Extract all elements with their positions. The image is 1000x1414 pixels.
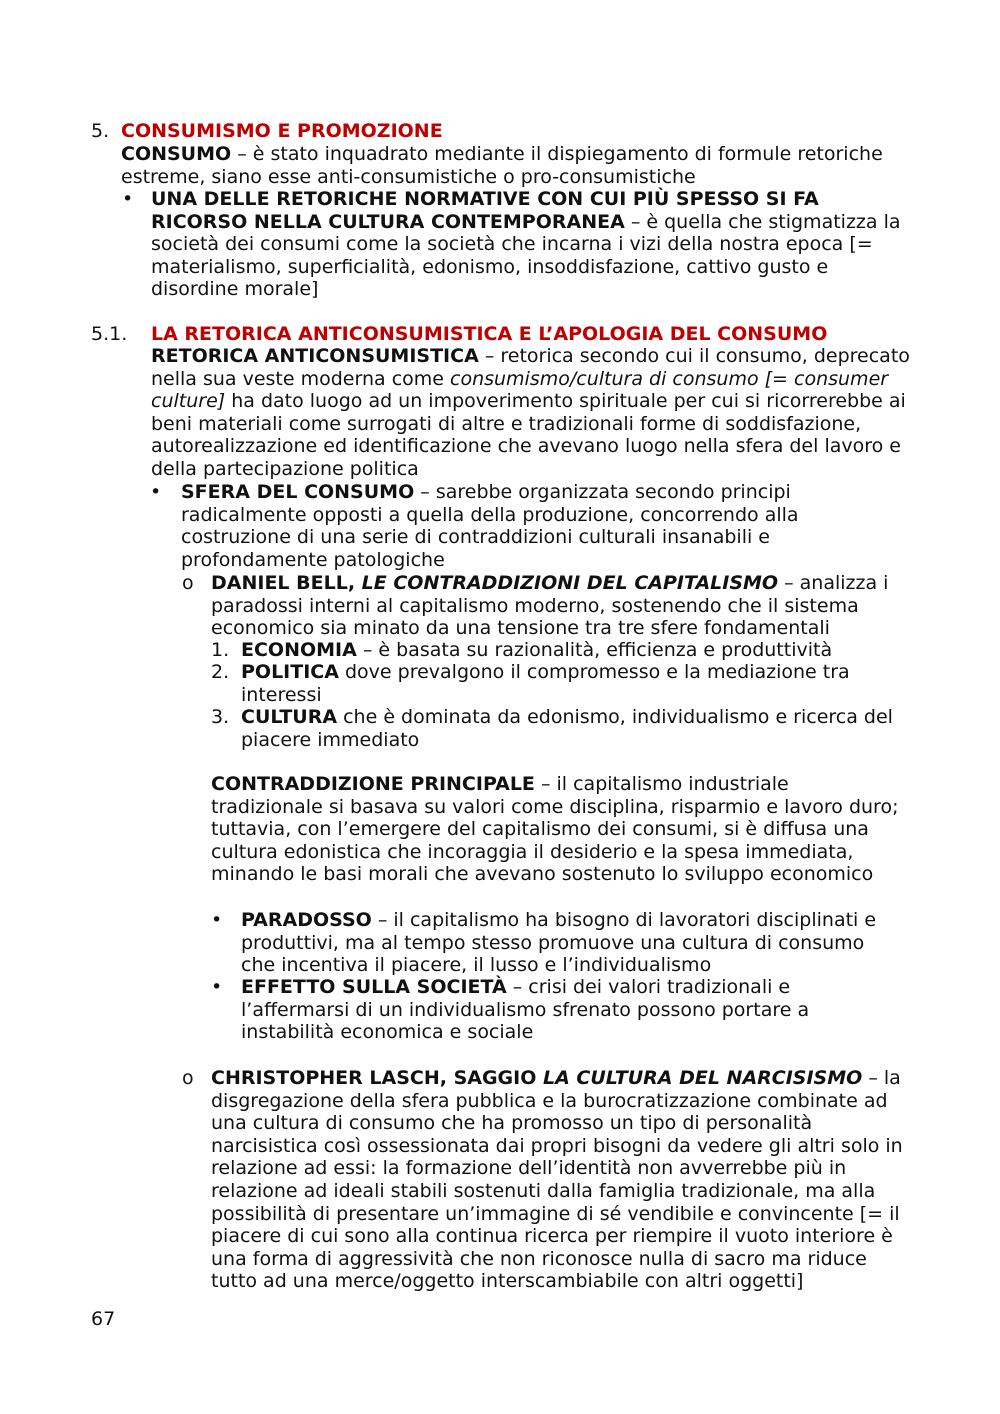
list-number: 1. bbox=[211, 639, 230, 661]
term-paradosso: PARADOSSO bbox=[241, 909, 372, 931]
bell-text: – analizza i paradossi interni al capitalismo moderno, sostenendo che il sistema economico sia minato da una tensione tra tre sfere fondamentali bbox=[211, 572, 889, 640]
retorica-italic: consumismo/cultura di consumo [= consumer culture] bbox=[151, 367, 889, 413]
bullet-paradosso bbox=[241, 909, 901, 977]
list-item-cultura bbox=[241, 706, 901, 751]
term-daniel-bell: DANIEL BELL, bbox=[211, 572, 362, 594]
retoriche-normative-text: – è quella che stigmatizza la società dei consumi come la società che incarna i vizi della nostra epoca [= materialismo, superficialità, edonismo, insoddisfazione, cattivo gusto e disordine morale] bbox=[151, 210, 901, 301]
consumo-text: – è stato inquadrato mediante il dispiegamento di formule retoriche estreme, siano esse anti-consumistiche o pro-consumistiche bbox=[121, 143, 883, 188]
subsection-number: 5.1. bbox=[91, 323, 128, 345]
politica-text: dove prevalgono il compromesso e la mediazione tra interessi bbox=[241, 661, 850, 706]
section-number: 5. bbox=[91, 120, 110, 142]
bullet-marker: • bbox=[211, 976, 223, 998]
term-effetto-societa: EFFETTO SULLA SOCIETÀ bbox=[241, 976, 507, 998]
term-retorica-anticonsumistica: RETORICA ANTICONSUMISTICA bbox=[151, 345, 479, 367]
cultura-text: che è dominata da edonismo, individualismo e ricerca del piacere immediato bbox=[241, 706, 893, 751]
term-economia: ECONOMIA bbox=[241, 639, 357, 661]
paragraph-consumo bbox=[121, 143, 911, 188]
subbullet-daniel-bell bbox=[211, 572, 911, 640]
paradosso-text: – il capitalismo ha bisogno di lavoratori disciplinati e produttivi, ma al tempo stesso promuove una cultura di consumo che incentiva il piacere, il lusso e l’individualismo bbox=[241, 909, 877, 977]
term-consumo: CONSUMO bbox=[121, 143, 232, 165]
term-contraddizione-principale: CONTRADDIZIONE PRINCIPALE bbox=[211, 773, 535, 795]
list-number: 2. bbox=[211, 661, 230, 683]
list-item-economia bbox=[241, 639, 901, 662]
lasch-book-title: LA CULTURA DEL NARCISISMO bbox=[542, 1067, 863, 1089]
paragraph-contraddizione-principale bbox=[211, 773, 901, 886]
bullet-sfera-consumo bbox=[181, 481, 831, 571]
retorica-text-a: – retorica secondo cui il consumo, deprecato nella sua veste moderna come bbox=[151, 345, 910, 390]
bullet-marker: • bbox=[150, 481, 162, 503]
lasch-text: – la disgregazione della sfera pubblica e la burocratizzazione combinate ad una cultura di consumo che ha promosso un tipo di personalità narcisistica così ossessionata dai propri bisogni da vedere gli altri solo in relazione ad essi: la formazione dell’identità non avverrebbe più in relazione ad ideali stabili sostenuti dalla famiglia tradizionale, ma alla possibilità di presentare un’immagine di sé vendibile e convincente [= il piacere di cui sono alla continua ricerca per riempire il vuoto interiore è una forma di aggressività che non riconosce nulla di sacro ma riduce tutto ad una merce/oggetto interscambiabile con altri oggetti] bbox=[211, 1067, 903, 1293]
paragraph-retorica-anticonsumistica bbox=[151, 345, 911, 481]
sfera-consumo-text: – sarebbe organizzata secondo principi radicalmente opposti a quella della produzione, concorrendo alla costruzione di una serie di contraddizioni culturali insanabili e profondamente patologiche bbox=[181, 481, 799, 571]
circle-marker: o bbox=[182, 572, 194, 594]
list-item-politica bbox=[241, 661, 891, 706]
subbullet-christopher-lasch bbox=[211, 1067, 911, 1293]
term-politica: POLITICA bbox=[241, 661, 339, 683]
term-sfera-consumo: SFERA DEL CONSUMO bbox=[181, 481, 415, 503]
list-number: 3. bbox=[211, 706, 230, 728]
bullet-effetto-societa bbox=[241, 976, 831, 1044]
effetto-text: – crisi dei valori tradizionali e l’affermarsi di un individualismo sfrenato possono portare a instabilità economica e sociale bbox=[241, 976, 810, 1044]
term-christopher-lasch: CHRISTOPHER LASCH, SAGGIO bbox=[211, 1067, 543, 1089]
contraddizione-text: – il capitalismo industriale tradizionale si basava su valori come disciplina, risparmio e lavoro duro; tuttavia, con l’emergere del capitalismo dei consumi, si è diffusa una cultura edonistica che incoraggia il desiderio e la spesa immediata, minando le basi morali che avevano sostenuto lo sviluppo economico bbox=[211, 773, 899, 886]
bullet-marker: • bbox=[211, 909, 223, 931]
bullet-marker: • bbox=[122, 188, 134, 210]
page-number: 67 bbox=[91, 1308, 116, 1330]
term-retoriche-normative: UNA DELLE RETORICHE NORMATIVE CON CUI PIÙ SPESSO SI FA RICORSO NELLA CULTURA CONTEMPORANEA bbox=[151, 188, 819, 233]
retorica-text-b: ha dato luogo ad un impoverimento spirituale per cui si ricorrerebbe ai beni materiali come surrogati di altre e tradizionali forme di soddisfazione, autorealizzazione ed identificazione che avevano luogo nella sfera del lavoro e della partecipazione politica bbox=[151, 390, 906, 480]
subsection-title: LA RETORICA ANTICONSUMISTICA E L’APOLOGIA DEL CONSUMO bbox=[151, 323, 828, 345]
bell-book-title: LE CONTRADDIZIONI DEL CAPITALISMO bbox=[361, 572, 779, 594]
economia-text: – è basata su razionalità, efficienza e produttività bbox=[356, 639, 833, 661]
term-cultura: CULTURA bbox=[241, 706, 338, 728]
bullet-retoriche-normative bbox=[151, 188, 901, 301]
section-title: CONSUMISMO E PROMOZIONE bbox=[121, 120, 443, 142]
circle-marker: o bbox=[182, 1067, 194, 1089]
